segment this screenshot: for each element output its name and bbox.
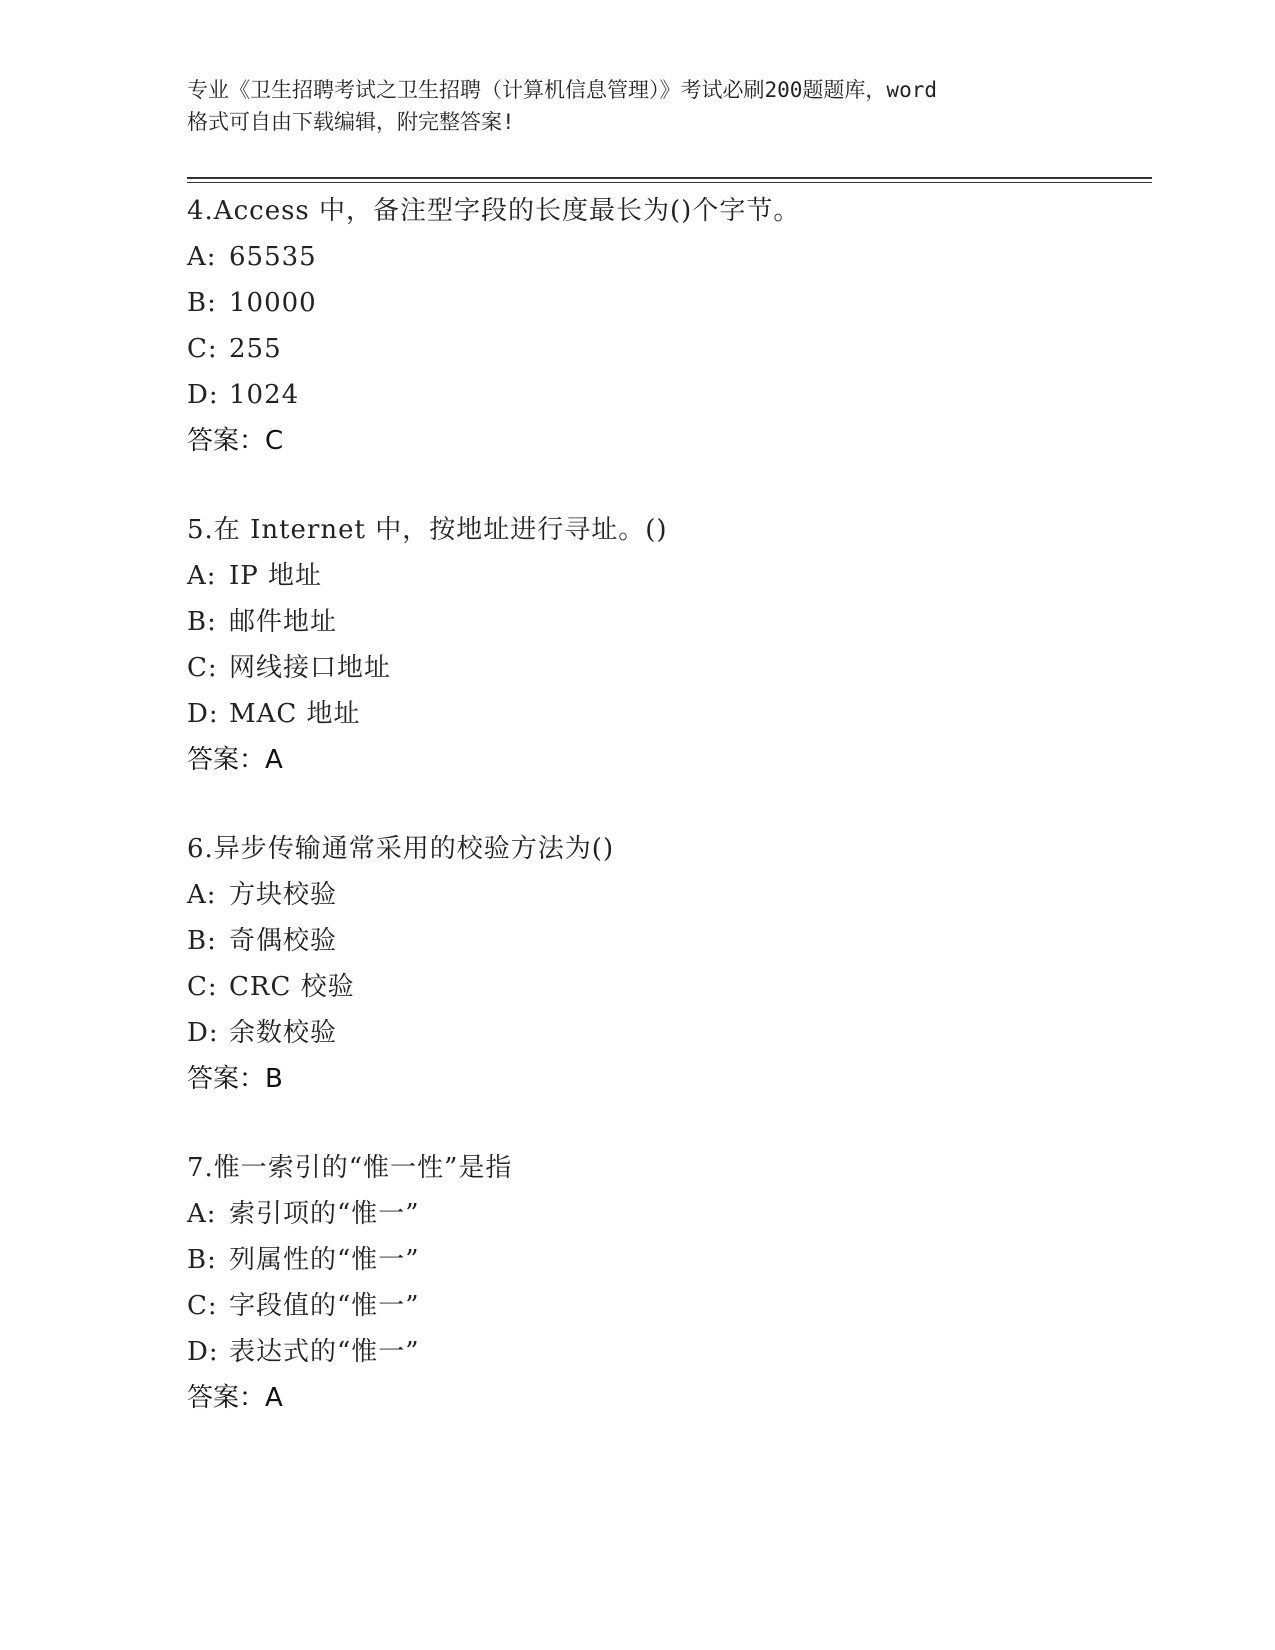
option-text: 255 [229,334,282,364]
answer-line: 答案：B [187,1064,283,1094]
header-divider-thin [187,182,1152,183]
option-label: C: [187,334,218,364]
header-line-1: 专业《卫生招聘考试之卫生招聘（计算机信息管理）》考试必刷200题题库，word [187,78,937,102]
option-text: 65535 [229,242,317,272]
option-b [187,280,1147,326]
header-divider-thick [187,177,1152,179]
option-label: B: [187,288,217,318]
option-d [187,691,1147,737]
question-text: 4.Access 中，备注型字段的长度最长为()个字节。 [187,196,801,226]
option-label: D: [187,699,219,729]
header-line-2: 格式可自由下载编辑，附完整答案! [187,110,515,134]
question-list [187,188,1147,1421]
question-4 [187,188,1147,464]
document-header [187,74,1087,138]
option-c [187,645,1147,691]
option-text: CRC 校验 [229,972,355,1002]
option-a [187,234,1147,280]
option-text: 10000 [229,288,317,318]
option-text: 奇偶校验 [229,926,338,956]
option-label: A: [187,1199,217,1229]
option-text: IP 地址 [229,561,323,591]
option-text: 方块校验 [229,880,338,910]
option-label: B: [187,1245,217,1275]
option-text: 1024 [229,380,300,410]
option-text: 邮件地址 [229,607,338,637]
answer-line: 答案：A [187,745,283,775]
option-text: 字段值的“惟一” [229,1291,420,1321]
option-text: 表达式的“惟一” [229,1337,420,1367]
question-text: 6.异步传输通常采用的校验方法为() [187,834,615,864]
option-a [187,872,1147,918]
question-6 [187,826,1147,1102]
question-7 [187,1145,1147,1421]
question-text: 7.惟一索引的“惟一性”是指 [187,1153,513,1183]
option-label: C: [187,653,218,683]
option-label: A: [187,561,217,591]
option-a [187,1191,1147,1237]
option-label: C: [187,1291,218,1321]
option-c [187,964,1147,1010]
option-c [187,326,1147,372]
option-d [187,1329,1147,1375]
option-b [187,1237,1147,1283]
option-text: 列属性的“惟一” [229,1245,420,1275]
option-d [187,372,1147,418]
option-label: C: [187,972,218,1002]
option-label: D: [187,1018,219,1048]
option-b [187,918,1147,964]
option-c [187,1283,1147,1329]
option-d [187,1010,1147,1056]
option-text: MAC 地址 [229,699,361,729]
option-label: B: [187,607,217,637]
option-text: 索引项的“惟一” [229,1199,420,1229]
option-text: 网线接口地址 [229,653,392,683]
answer-line: 答案：A [187,1383,283,1413]
option-label: A: [187,242,217,272]
option-label: D: [187,380,219,410]
option-label: D: [187,1337,219,1367]
option-a [187,553,1147,599]
answer-line: 答案：C [187,426,284,456]
question-text: 5.在 Internet 中，按地址进行寻址。() [187,515,668,545]
option-label: B: [187,926,217,956]
option-label: A: [187,880,217,910]
question-5 [187,507,1147,783]
option-b [187,599,1147,645]
option-text: 余数校验 [229,1018,338,1048]
